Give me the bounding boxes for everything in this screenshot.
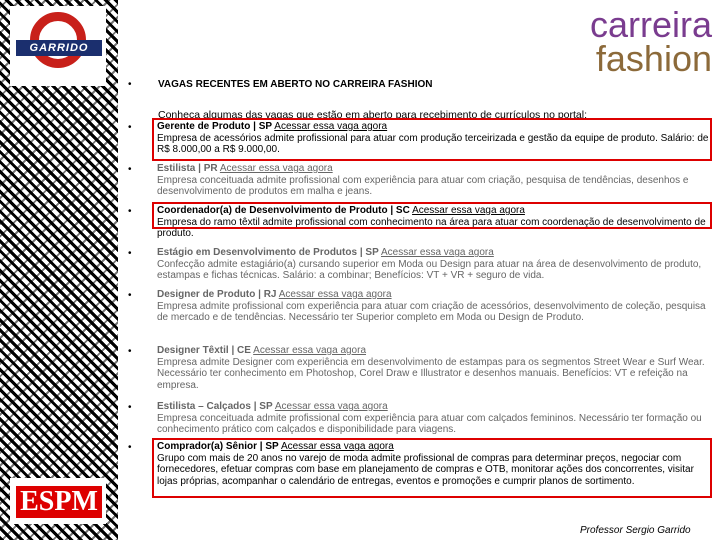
bullet: • <box>128 79 132 90</box>
bullet: • <box>128 442 132 453</box>
job-listing: Estágio em Desenvolvimento de Produtos | SP Acessar essa vaga agora Confecção admite estagiário(a) cursando superior em Moda ou Design para atuar na área de desenvolvimento de produto, estampas e fichas técnicas. Salário: a combinar; Benefícios: VT + VR + seguro de vida. <box>157 247 702 281</box>
job-link[interactable]: Acessar essa vaga agora <box>380 247 494 258</box>
bullet: • <box>128 206 132 217</box>
intro-text: Conheça algumas das vagas que estão em aberto para recebimento de currículos no portal: <box>158 109 588 121</box>
job-listing: Estilista – Calçados | SP Acessar essa vaga agora Empresa conceituada admite profissional com experiência para atuar com calçados femininos. Necessário ter formação ou conhecimento prático com calçados e disponibilidade para viagens. <box>157 401 702 435</box>
page-heading: VAGAS RECENTES EM ABERTO NO CARREIRA FASHION <box>158 79 433 90</box>
job-link[interactable]: Acessar essa vaga agora <box>278 289 392 300</box>
job-link[interactable]: Acessar essa vaga agora <box>280 441 394 452</box>
job-link[interactable]: Acessar essa vaga agora <box>412 205 525 216</box>
job-listing: Gerente de Produto | SP Acessar essa vaga agora Empresa de acessórios admite profissional para atuar com produção terceirizada e gestão da equipe de produto. Salário: de R$ 8.000,00 a R$ 9.000,00. <box>157 121 709 155</box>
job-link[interactable]: Acessar essa vaga agora <box>253 345 367 356</box>
job-listing: Comprador(a) Sênior | SP Acessar essa vaga agora Grupo com mais de 20 anos no varejo de moda admite profissional de compras para determinar preços, negociar com fornecedores, efetuar compras com base em planejamento de compras e OTB, monitorar ações dos concorrentes, visitar lojas próprias, acompanhar o calendário de entregas, eventos e promoções e cumprir planos de sortimento. <box>157 441 694 487</box>
job-listing: Estilista | PR Acessar essa vaga agora Empresa conceituada admite profissional com experiência para atuar com criação, pesquisa de tendências, desenhos e desenvolvimento de produtos em malha e jeans. <box>157 163 689 197</box>
carreira-fashion-logo: carreira fashion <box>589 4 712 79</box>
bullet: • <box>128 346 132 357</box>
job-link[interactable]: Acessar essa vaga agora <box>274 401 388 412</box>
job-listing: Designer de Produto | RJ Acessar essa vaga agora Empresa admite profissional com experiência para atuar com criação de acessórios, desenvolvimento de coleção, pesquisa de mercado e de tendências. Necessário ter Superior completo em Moda ou Design de Produto. <box>157 289 706 323</box>
job-link[interactable]: Acessar essa vaga agora <box>274 121 388 132</box>
espm-logo: ESPM <box>10 478 106 524</box>
bullet: • <box>128 164 132 175</box>
bullet: • <box>128 248 132 259</box>
job-listing: Designer Têxtil | CE Acessar essa vaga agora Empresa admite Designer com experiência em desenvolvimento de estampas para os segmentos Street Wear e Surf Wear. Necessário ter conhecimento em Photoshop, Corel Draw e Illustrator e desenhos manuais. Benefícios: VT e refeição na empresa. <box>157 345 705 391</box>
garrido-logo <box>10 6 106 86</box>
bullet: • <box>128 122 132 133</box>
job-listing: Coordenador(a) de Desenvolvimento de Produto | SC Acessar essa vaga agora Empresa do ramo têxtil admite profissional com conhecimento na área para atuar com coordenação de desenvolvimento de produto. <box>157 205 706 239</box>
bullet: • <box>128 290 132 301</box>
footer-credit: Professor Sergio Garrido <box>580 525 691 536</box>
job-link[interactable]: Acessar essa vaga agora <box>219 163 333 174</box>
logo-bar: GARRIDO <box>16 40 102 56</box>
bullet: • <box>128 402 132 413</box>
